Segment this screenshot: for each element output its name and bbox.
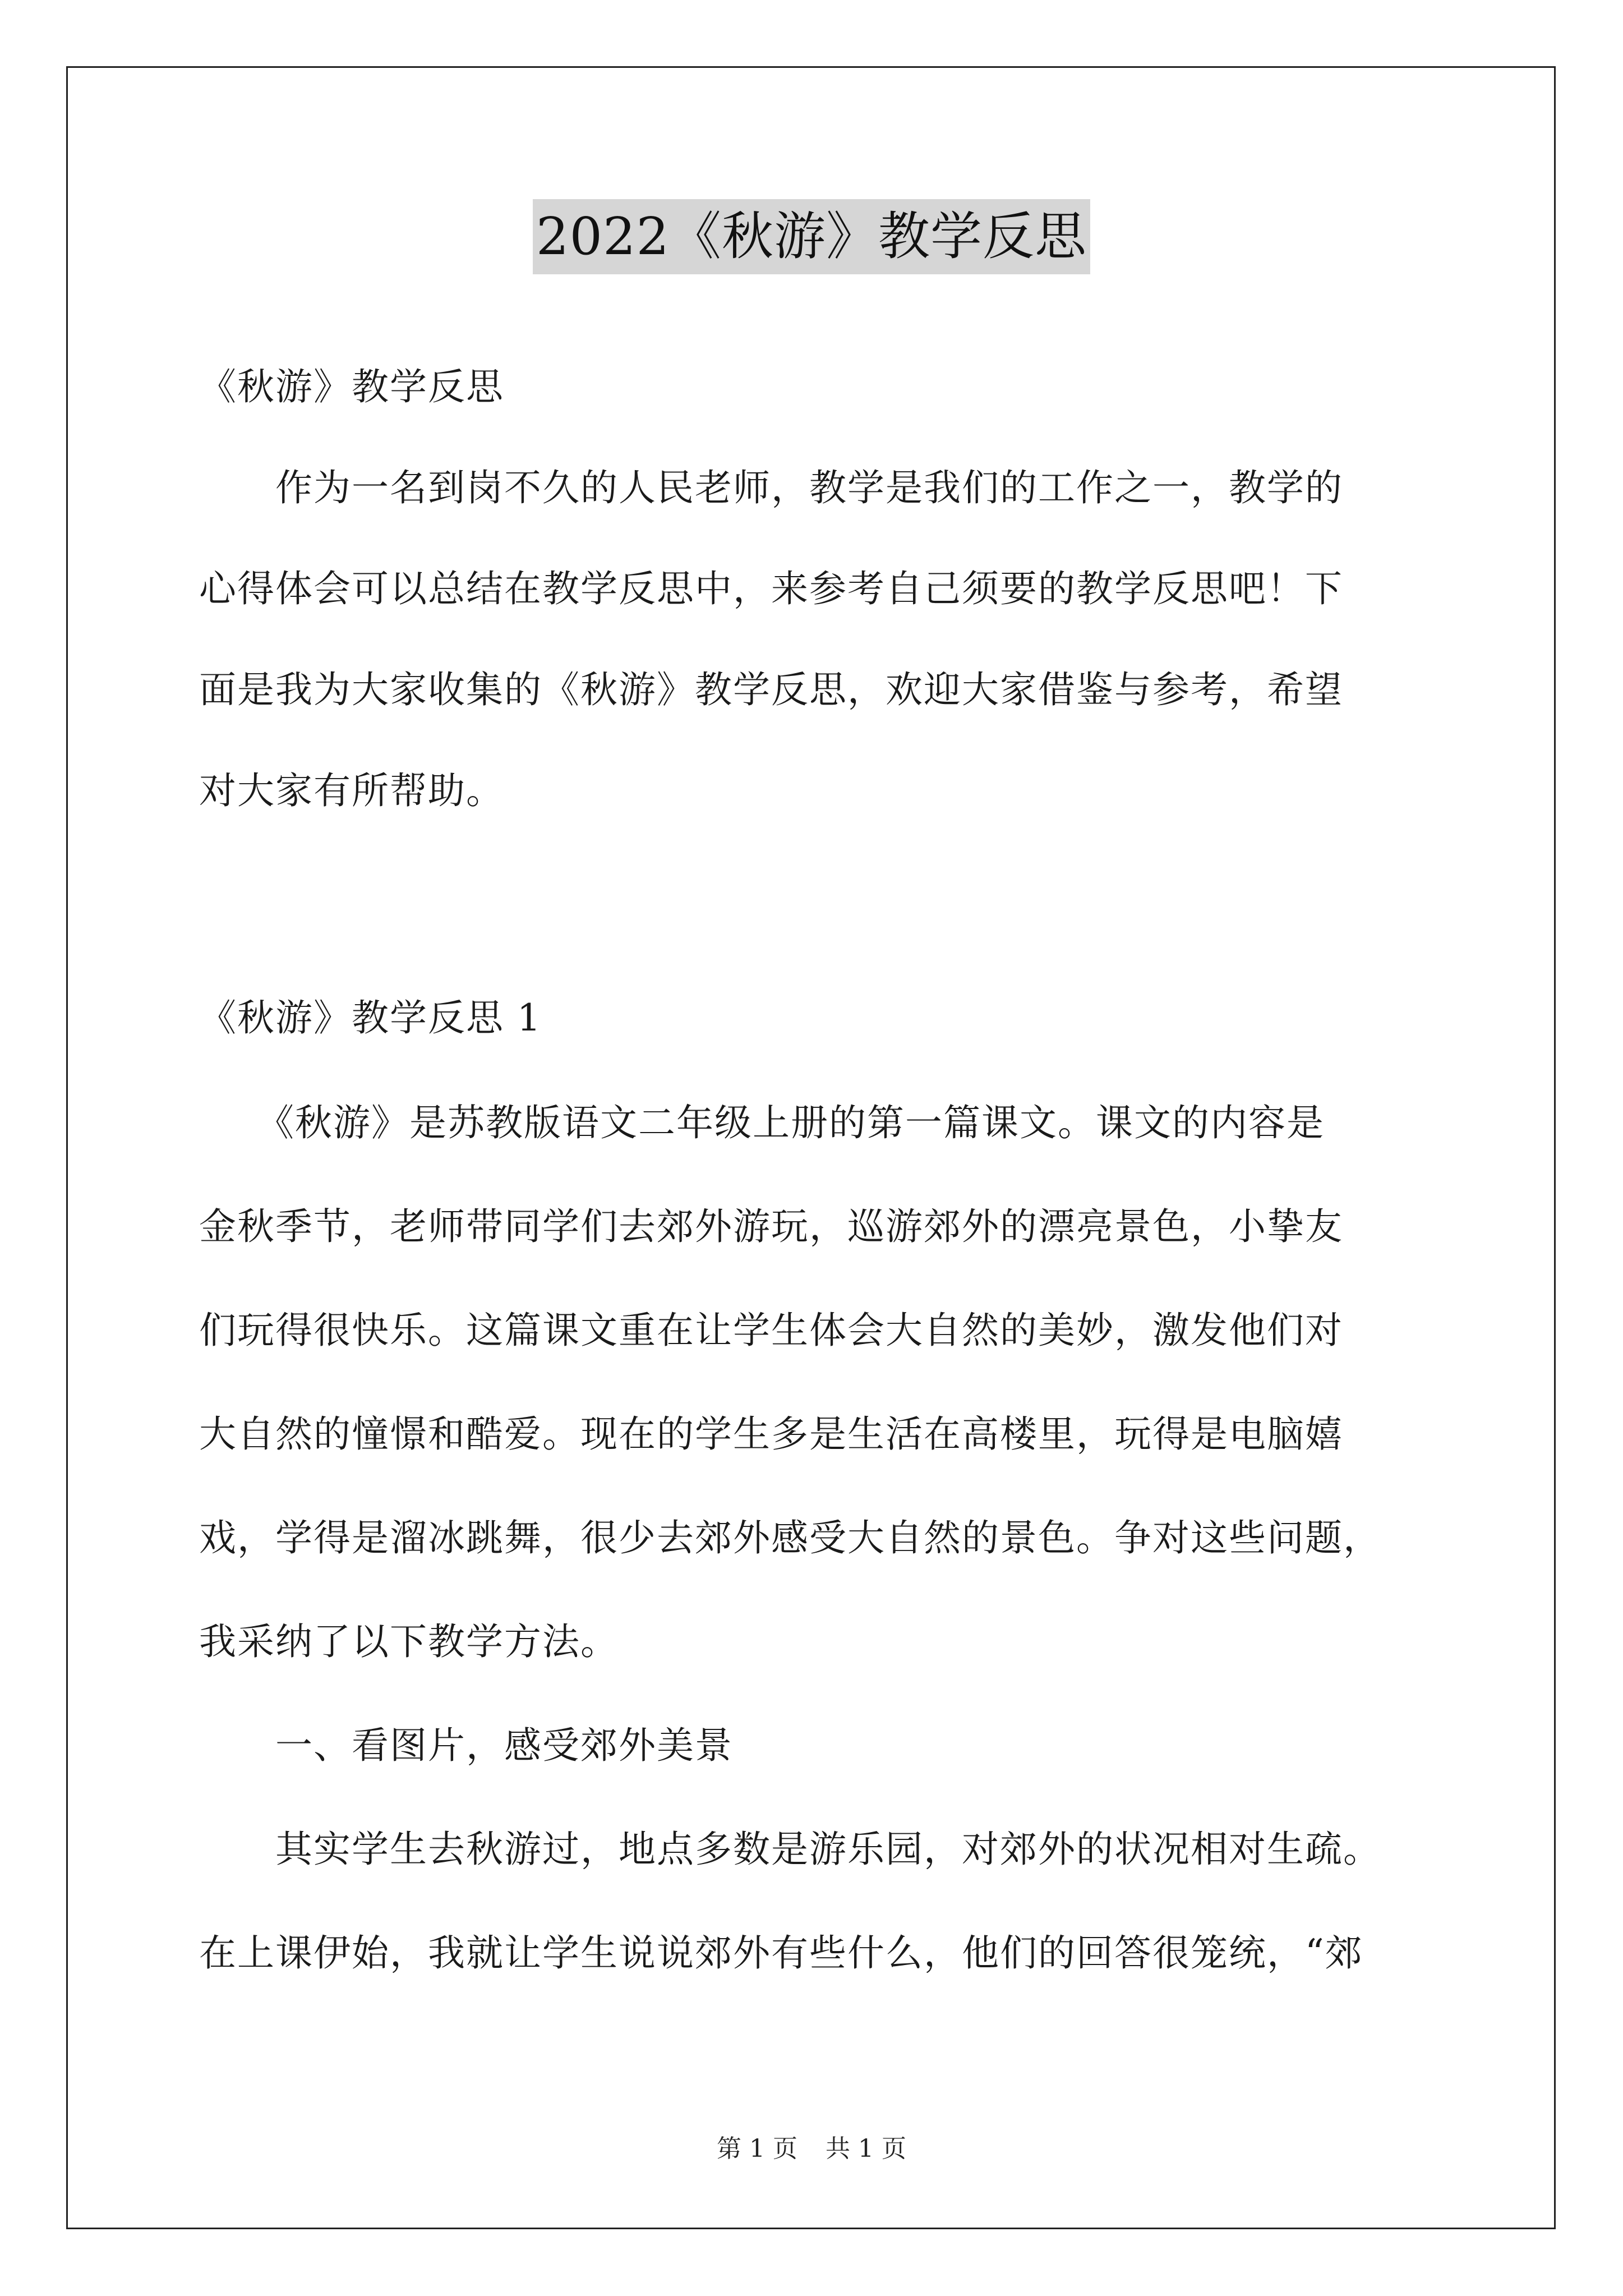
page-number: 第 1 页 — [717, 2134, 797, 2163]
paragraph-line: 作为一名到岗不久的人民老师，教学是我们的工作之一，教学的 — [199, 466, 1343, 509]
paragraph-line: 金秋季节，老师带同学们去郊外游玩，巡游郊外的漂亮景色，小挚友 — [199, 1205, 1343, 1248]
paragraph-line: 们玩得很快乐。这篇课文重在让学生体会大自然的美妙，激发他们对 — [199, 1309, 1343, 1352]
subheading-line: 一、看图片，感受郊外美景 — [199, 1724, 733, 1767]
document-title: 2022《秋游》教学反思 — [533, 199, 1090, 274]
paragraph-line: 《秋游》是苏教版语文二年级上册的第一篇课文。课文的内容是 — [199, 1101, 1325, 1144]
section-heading-1: 《秋游》教学反思 1 — [199, 996, 542, 1039]
paragraph-line: 戏，学得是溜冰跳舞，很少去郊外感受大自然的景色。争对这些问题， — [199, 1516, 1381, 1559]
page-total: 共 1 页 — [826, 2134, 906, 2163]
paragraph-line: 面是我为大家收集的《秋游》教学反思，欢迎大家借鉴与参考，希望 — [199, 668, 1343, 711]
paragraph-line: 在上课伊始，我就让学生说说郊外有些什么，他们的回答很笼统，“郊 — [199, 1931, 1363, 1975]
section-heading-intro: 《秋游》教学反思 — [199, 365, 504, 408]
paragraph-line: 其实学生去秋游过，地点多数是游乐园，对郊外的状况相对生疏。 — [199, 1828, 1381, 1871]
paragraph-line: 心得体会可以总结在教学反思中，来参考自己须要的教学反思吧！下 — [199, 567, 1343, 610]
title-container — [0, 199, 1623, 274]
paragraph-line: 对大家有所帮助。 — [199, 769, 504, 812]
page-footer — [0, 2134, 1623, 2164]
paragraph-line: 大自然的憧憬和酷爱。现在的学生多是生活在高楼里，玩得是电脑嬉 — [199, 1412, 1343, 1456]
paragraph-line: 我采纳了以下教学方法。 — [199, 1620, 619, 1663]
